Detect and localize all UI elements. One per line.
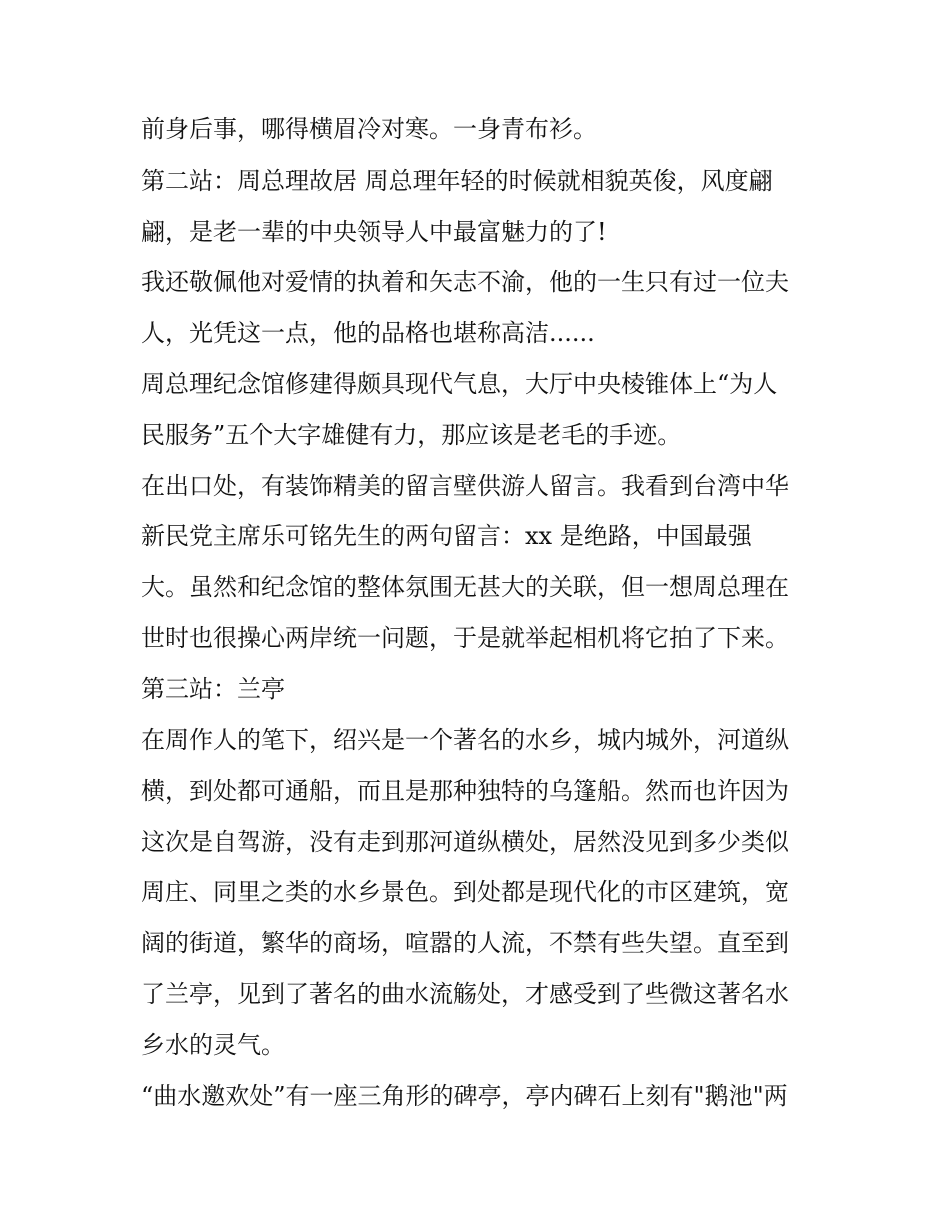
text-line: 阔的街道，繁华的商场，喧嚣的人流，不禁有些失望。直至到 (141, 929, 789, 957)
text-line: 了兰亭，见到了著名的曲水流觞处，才感受到了些微这著名水 (141, 980, 789, 1008)
text-line: 在周作人的笔下，绍兴是一个著名的水乡，城内城外，河道纵 (141, 726, 789, 754)
text-line: 这次是自驾游，没有走到那河道纵横处，居然没见到多少类似 (141, 828, 789, 856)
text-line: 横，到处都可通船，而且是那种独特的乌篷船。然而也许因为 (141, 777, 789, 805)
section-heading: 第三站：兰亭 (141, 675, 285, 703)
text-line: “曲水邀欢处”有一座三角形的碑亭，亭内碑石上刻有"鹅池"两 (141, 1082, 788, 1110)
text-line: 周庄、同里之类的水乡景色。到处都是现代化的市区建筑，宽 (141, 878, 789, 906)
text-line: 乡水的灵气。 (141, 1031, 285, 1059)
text-line: 我还敬佩他对爱情的执着和矢志不渝，他的一生只有过一位夫 (141, 268, 789, 296)
text-line: 周总理纪念馆修建得颇具现代气息，大厅中央棱锥体上“为人 (141, 370, 778, 398)
text-line: 民服务”五个大字雄健有力，那应该是老毛的手迹。 (141, 421, 682, 449)
text-line: 翩，是老一辈的中央领导人中最富魅力的了! (141, 218, 607, 246)
text-line: 第二站：周总理故居 周总理年轻的时候就相貌英俊，风度翩 (141, 167, 773, 195)
text-line: 大。虽然和纪念馆的整体氛围无甚大的关联，但一想周总理在 (141, 573, 789, 601)
text-line: 新民党主席乐可铭先生的两句留言：xx 是绝路，中国最强 (141, 522, 752, 550)
text-line: 前身后事，哪得横眉冷对寒。一身青布衫。 (141, 115, 597, 143)
text-line: 世时也很操心两岸统一问题，于是就举起相机将它拍了下来。 (141, 624, 789, 652)
text-line: 在出口处，有装饰精美的留言壁供游人留言。我看到台湾中华 (141, 472, 789, 500)
text-line: 人，光凭这一点，他的品格也堪称高洁...... (141, 319, 595, 347)
